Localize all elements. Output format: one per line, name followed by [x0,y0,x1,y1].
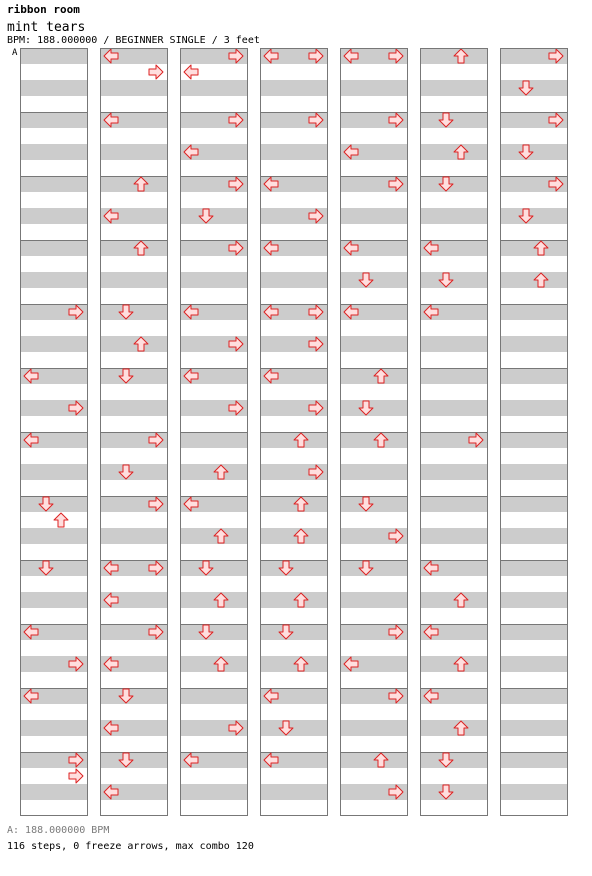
measure-line [500,304,568,305]
beat-stripe [420,464,488,480]
measure-line [100,752,168,753]
measure-line [260,752,328,753]
measure-line [20,368,88,369]
measure-line [420,176,488,177]
measure-line [180,240,248,241]
measure-line [100,112,168,113]
measure-line [20,112,88,113]
beat-stripe [500,80,568,96]
song-subtitle: mint tears [7,20,86,35]
measure-line [20,752,88,753]
beat-stripe [180,80,248,96]
measure-line [340,368,408,369]
measure-line [420,240,488,241]
measure-line [180,624,248,625]
measure-line [260,560,328,561]
beat-stripe [340,560,408,576]
beat-stripe [180,784,248,800]
beat-stripe [100,528,168,544]
measure-line [180,496,248,497]
beat-stripe [100,144,168,160]
measure-line [100,176,168,177]
beat-stripe [180,688,248,704]
measure-line [500,624,568,625]
chart-column [20,48,88,816]
measure-line [500,368,568,369]
measure-line [340,176,408,177]
measure-line [500,688,568,689]
measure-line [340,432,408,433]
measure-line [180,688,248,689]
measure-line [500,560,568,561]
beat-stripe [420,784,488,800]
beat-stripe [340,272,408,288]
chart-column [500,48,568,816]
step-stats: 116 steps, 0 freeze arrows, max combo 120 [7,841,254,852]
measure-line [180,432,248,433]
beat-stripe [420,272,488,288]
song-title: ribbon room [7,3,80,16]
chart-column [180,48,248,816]
chart-column [100,48,168,816]
measure-line [20,304,88,305]
beat-stripe [260,80,328,96]
measure-line [500,112,568,113]
chart-column [260,48,328,816]
measure-line [500,496,568,497]
measure-line [100,688,168,689]
beat-stripe [420,368,488,384]
measure-line [20,432,88,433]
beat-stripe [420,336,488,352]
beat-stripe [100,368,168,384]
beat-stripe [260,144,328,160]
beat-stripe [20,336,88,352]
bpm-legend: A: 188.000000 BPM [7,825,110,836]
measure-line [500,432,568,433]
beat-stripe [420,528,488,544]
measure-line [260,112,328,113]
beat-stripe [500,336,568,352]
beat-stripe [340,80,408,96]
measure-line [20,240,88,241]
beat-stripe [20,176,88,192]
measure-line [340,240,408,241]
beat-stripe [500,496,568,512]
beat-stripe [500,624,568,640]
beat-stripe [260,784,328,800]
measure-line [420,752,488,753]
measure-line [180,304,248,305]
measure-line [100,368,168,369]
measure-line [20,624,88,625]
beat-stripe [420,208,488,224]
measure-line [260,240,328,241]
measure-line [420,304,488,305]
beat-stripe [180,432,248,448]
beat-stripe [20,464,88,480]
chart-info: BPM: 188.000000 / BEGINNER SINGLE / 3 feet [7,35,260,46]
measure-line [340,624,408,625]
measure-line [260,176,328,177]
measure-line [260,496,328,497]
bpm-marker-label: A [12,48,18,58]
beat-stripe [500,528,568,544]
measure-line [180,368,248,369]
measure-line [420,688,488,689]
beat-stripe [100,80,168,96]
measure-line [260,432,328,433]
measure-line [500,240,568,241]
measure-line [100,624,168,625]
beat-stripe [340,400,408,416]
beat-stripe [100,752,168,768]
measure-line [420,496,488,497]
beat-stripe [420,752,488,768]
beat-stripe [420,496,488,512]
chart-column [420,48,488,816]
measure-line [180,752,248,753]
beat-stripe [420,112,488,128]
measure-line [100,560,168,561]
measure-line [420,432,488,433]
beat-stripe [500,560,568,576]
beat-stripe [20,48,88,64]
beat-stripe [20,144,88,160]
beat-stripe [20,272,88,288]
beat-stripe [20,112,88,128]
beat-stripe [420,400,488,416]
beat-stripe [180,624,248,640]
beat-stripe [340,464,408,480]
beat-stripe [260,624,328,640]
measure-line [260,368,328,369]
beat-stripe [260,560,328,576]
beat-stripe [500,368,568,384]
measure-line [340,496,408,497]
beat-stripe [420,176,488,192]
measure-line [100,304,168,305]
beat-stripe [500,784,568,800]
beat-stripe [340,592,408,608]
measure-line [420,624,488,625]
beat-stripe [100,400,168,416]
measure-line [420,112,488,113]
beat-stripe [20,240,88,256]
measure-line [260,304,328,305]
measure-line [100,496,168,497]
measure-line [20,176,88,177]
measure-line [340,304,408,305]
measure-line [180,176,248,177]
beat-stripe [20,80,88,96]
measure-line [20,496,88,497]
measure-line [500,176,568,177]
measure-line [100,240,168,241]
measure-line [20,688,88,689]
beat-stripe [100,464,168,480]
beat-stripe [20,560,88,576]
beat-stripe [340,496,408,512]
beat-stripe [20,720,88,736]
beat-stripe [180,208,248,224]
beat-stripe [100,272,168,288]
measure-line [260,624,328,625]
beat-stripe [340,720,408,736]
beat-stripe [340,208,408,224]
beat-stripe [20,528,88,544]
measure-line [340,752,408,753]
beat-stripe [20,592,88,608]
measure-line [500,752,568,753]
beat-stripe [180,560,248,576]
beat-stripe [500,400,568,416]
beat-stripe [500,688,568,704]
beat-stripe [500,304,568,320]
beat-stripe [500,656,568,672]
measure-line [420,368,488,369]
measure-line [340,112,408,113]
beat-stripe [500,432,568,448]
beat-stripe [100,688,168,704]
measure-line [340,560,408,561]
beat-stripe [500,208,568,224]
beat-stripe [500,592,568,608]
measure-line [340,688,408,689]
beat-stripe [20,784,88,800]
measure-line [420,560,488,561]
measure-line [20,560,88,561]
beat-stripe [500,464,568,480]
beat-stripe [420,80,488,96]
beat-stripe [500,752,568,768]
beat-stripe [100,304,168,320]
beat-stripe [500,720,568,736]
beat-stripe [500,144,568,160]
measure-line [180,112,248,113]
measure-line [180,560,248,561]
chart-column [340,48,408,816]
beat-stripe [260,272,328,288]
measure-line [100,432,168,433]
beat-stripe [20,208,88,224]
beat-stripe [180,272,248,288]
beat-stripe [340,336,408,352]
beat-stripe [20,496,88,512]
measure-line [260,688,328,689]
beat-stripe [260,720,328,736]
